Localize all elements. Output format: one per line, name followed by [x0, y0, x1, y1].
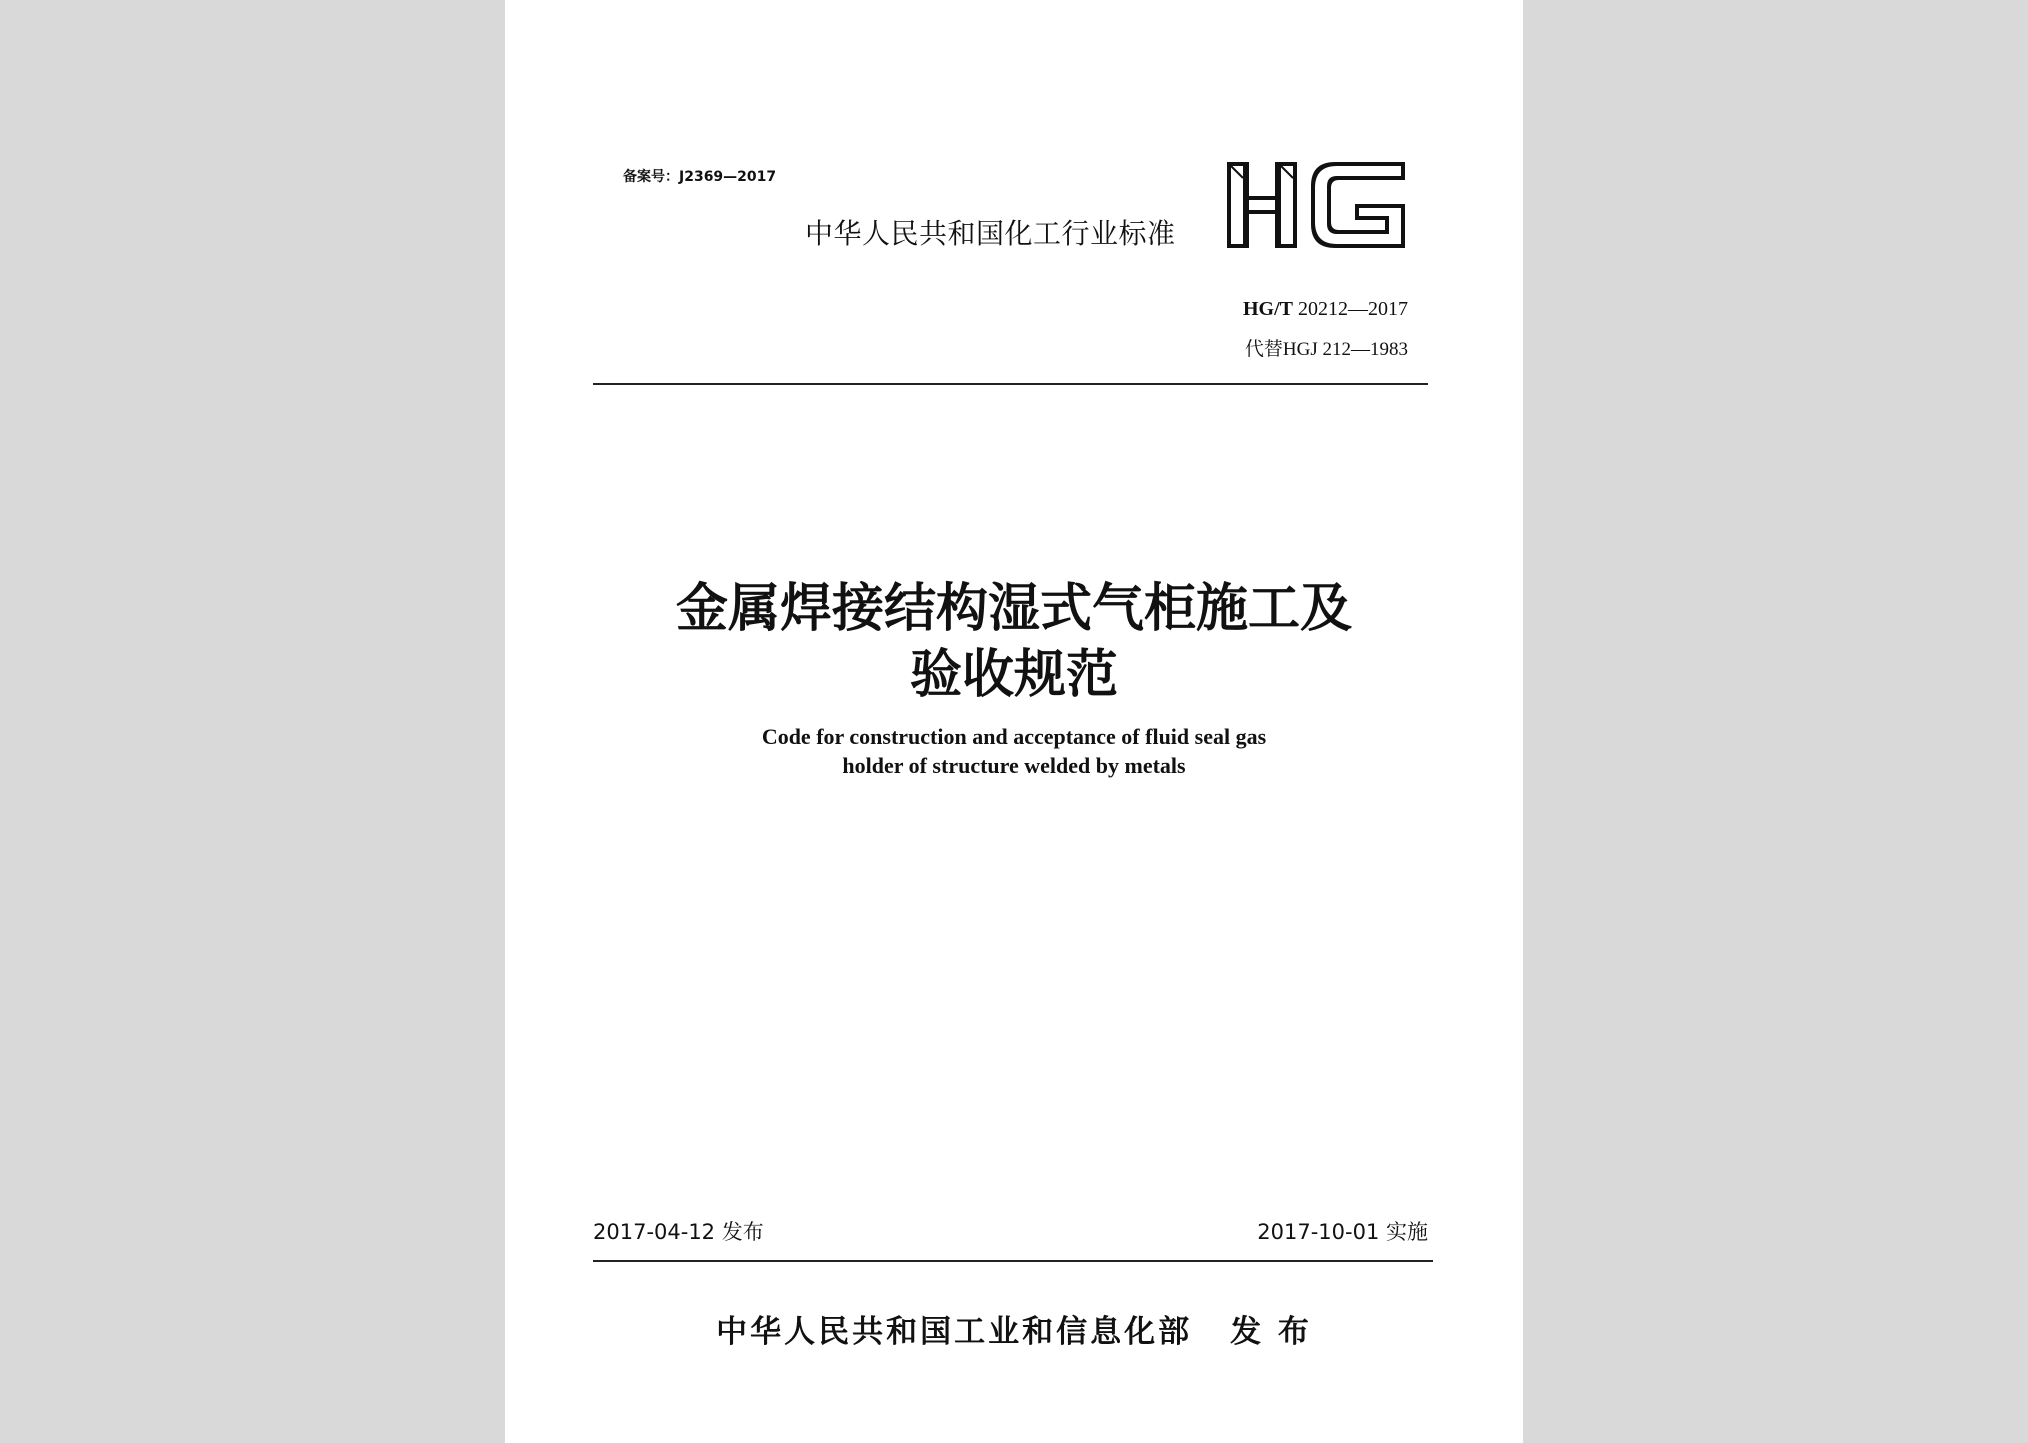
industry-standard-label: 中华人民共和国化工行业标准: [805, 217, 1176, 250]
title-english-line-2: holder of structure welded by metals: [842, 753, 1186, 778]
standard-prefix: HG/T: [1242, 298, 1293, 320]
standard-number: [1243, 298, 1408, 321]
issuer-action: 发 布: [1230, 1314, 1312, 1350]
issuer-name: 中华人民共和国工业和信息化部: [716, 1314, 1193, 1350]
standard-cover-page: [505, 0, 1523, 1443]
title-chinese-line-1: 金属焊接结构湿式气柜施工及: [675, 579, 1352, 639]
replaces-standard: 代替HGJ 212—1983: [1244, 339, 1408, 360]
issue-date: 2017-04-12 发布: [593, 1220, 764, 1244]
title-chinese-line-2: 验收规范: [909, 645, 1118, 705]
standard-number-value: 20212—2017: [1298, 298, 1408, 320]
top-divider: [593, 383, 1428, 385]
title-english-line-1: Code for construction and acceptance of fluid seal gas: [761, 724, 1267, 749]
bottom-divider: [593, 1260, 1433, 1262]
hg-logo: [1225, 160, 1407, 250]
issuer-line: [505, 1306, 1523, 1351]
implementation-date: 2017-10-01 实施: [1257, 1220, 1428, 1244]
filing-number: 备案号：J2369—2017: [623, 169, 777, 185]
